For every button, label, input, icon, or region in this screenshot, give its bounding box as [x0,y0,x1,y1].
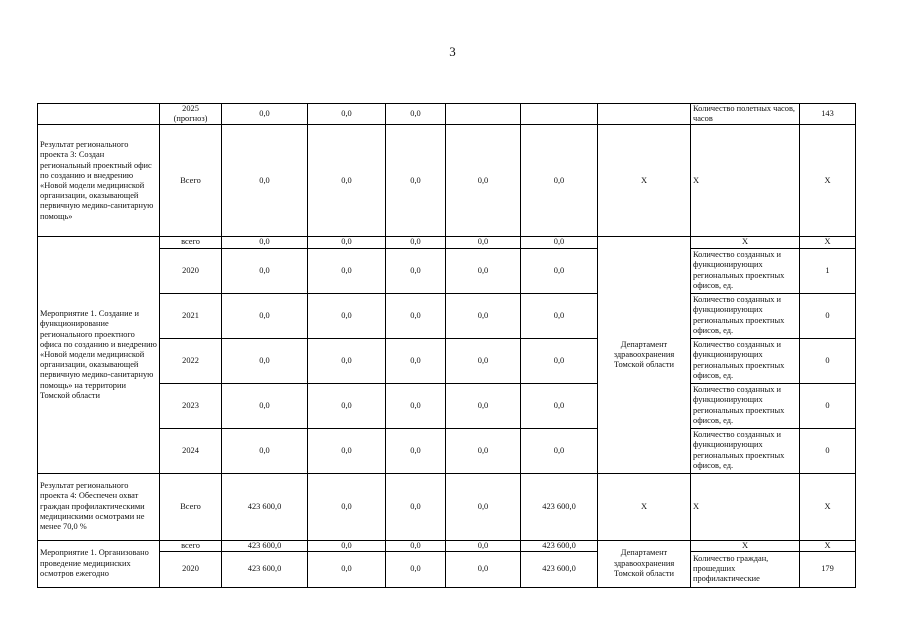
amount-cell: 0,0 [222,248,308,293]
year-cell: Всего [160,125,222,237]
amount-cell: 423 600,0 [222,540,308,551]
amount-cell: 0,0 [222,383,308,428]
amount-cell: 0,0 [446,428,521,473]
financing-table [37,103,856,588]
amount-cell: 0,0 [521,293,598,338]
amount-cell: 0,0 [386,237,446,248]
year-cell: Всего [160,473,222,540]
amount-cell: 0,0 [308,428,386,473]
amount-cell: 0,0 [308,125,386,237]
amount-cell: 0,0 [308,338,386,383]
table-row [38,473,856,540]
amount-cell: 0,0 [386,383,446,428]
amount-cell: 0,0 [446,540,521,551]
indicator-cell: Количество созданных и функционирующих региональных проектных офисов, ед. [691,248,800,293]
table-row [38,383,856,428]
amount-cell: 0,0 [386,104,446,125]
year-cell: всего [160,237,222,248]
amount-cell: 0,0 [446,383,521,428]
amount-cell: 423 600,0 [222,473,308,540]
indicator-cell: Х [691,125,800,237]
row-title: Результат регионального проекта 4: Обеспечен охват граждан профилактическими медицинскими осмотрами не менее 70,0 % [38,473,160,540]
target-cell: 143 [800,104,856,125]
amount-cell: 0,0 [446,338,521,383]
amount-cell [446,104,521,125]
year-cell: 2020 [160,551,222,587]
target-cell: 0 [800,428,856,473]
amount-cell: 0,0 [386,293,446,338]
amount-cell: 0,0 [308,237,386,248]
amount-cell: 0,0 [446,551,521,587]
table-row [38,540,856,551]
indicator-cell: Х [691,473,800,540]
table-row [38,104,856,125]
target-cell: Х [800,125,856,237]
target-cell: 0 [800,293,856,338]
executor-cell: Х [598,125,691,237]
indicator-cell: Количество созданных и функционирующих региональных проектных офисов, ед. [691,383,800,428]
year-cell: всего [160,540,222,551]
amount-cell: 0,0 [222,338,308,383]
amount-cell: 0,0 [446,237,521,248]
amount-cell: 0,0 [386,428,446,473]
amount-cell: 0,0 [446,125,521,237]
amount-cell: 0,0 [521,428,598,473]
amount-cell: 0,0 [308,293,386,338]
executor-cell [598,104,691,125]
amount-cell: 423 600,0 [521,540,598,551]
executor-cell: Департамент здравоохранения Томской области [598,540,691,587]
executor-cell: Х [598,473,691,540]
year-cell: 2025 (прогноз) [160,104,222,125]
target-cell: 1 [800,248,856,293]
amount-cell: 0,0 [521,248,598,293]
indicator-cell: Х [691,540,800,551]
amount-cell: 0,0 [521,383,598,428]
year-cell: 2024 [160,428,222,473]
row-title [38,104,160,125]
amount-cell: 0,0 [308,248,386,293]
amount-cell: 0,0 [386,248,446,293]
amount-cell: 0,0 [308,104,386,125]
amount-cell: 0,0 [222,125,308,237]
amount-cell: 423 600,0 [222,551,308,587]
table-row [38,248,856,293]
amount-cell: 0,0 [521,338,598,383]
year-cell: 2023 [160,383,222,428]
row-title: Мероприятие 1. Организовано проведение медицинских осмотров ежегодно [38,540,160,587]
amount-cell: 0,0 [386,125,446,237]
table-row [38,338,856,383]
target-cell: 0 [800,383,856,428]
amount-cell: 0,0 [308,473,386,540]
amount-cell: 0,0 [222,104,308,125]
amount-cell: 423 600,0 [521,551,598,587]
target-cell: Х [800,237,856,248]
amount-cell: 0,0 [446,293,521,338]
amount-cell: 0,0 [446,248,521,293]
amount-cell: 0,0 [222,428,308,473]
year-cell: 2022 [160,338,222,383]
indicator-cell: Количество полетных часов, часов [691,104,800,125]
table-row [38,428,856,473]
target-cell: Х [800,473,856,540]
table-row [38,551,856,587]
amount-cell: 0,0 [308,551,386,587]
amount-cell: 0,0 [222,237,308,248]
indicator-cell: Количество созданных и функционирующих региональных проектных офисов, ед. [691,338,800,383]
year-cell: 2021 [160,293,222,338]
amount-cell: 0,0 [446,473,521,540]
year-cell: 2020 [160,248,222,293]
amount-cell: 0,0 [308,540,386,551]
row-title: Результат регионального проекта 3: Создан региональный проектный офис по созданию и внедрению «Новой модели медицинской организации, оказывающей первичную медико-санитарную помощь» [38,125,160,237]
row-title: Мероприятие 1. Создание и функционирование регионального проектного офиса по созданию и внедрению «Новой модели медицинской организации, оказывающей первичную медико-санитарную помощь» на территории Томской области [38,237,160,473]
amount-cell: 0,0 [386,540,446,551]
executor-cell: Департамент здравоохранения Томской области [598,237,691,473]
amount-cell: 0,0 [386,473,446,540]
amount-cell: 0,0 [222,293,308,338]
amount-cell [521,104,598,125]
amount-cell: 0,0 [386,338,446,383]
indicator-cell: Х [691,237,800,248]
page-number: 3 [449,44,456,59]
amount-cell: 0,0 [308,383,386,428]
table-row [38,237,856,248]
table-row [38,125,856,237]
target-cell: Х [800,540,856,551]
indicator-cell: Количество созданных и функционирующих региональных проектных офисов, ед. [691,428,800,473]
amount-cell: 0,0 [386,551,446,587]
indicator-cell: Количество граждан, прошедших профилактические [691,551,800,587]
table-row [38,293,856,338]
indicator-cell: Количество созданных и функционирующих региональных проектных офисов, ед. [691,293,800,338]
target-cell: 0 [800,338,856,383]
amount-cell: 423 600,0 [521,473,598,540]
amount-cell: 0,0 [521,125,598,237]
amount-cell: 0,0 [521,237,598,248]
target-cell: 179 [800,551,856,587]
